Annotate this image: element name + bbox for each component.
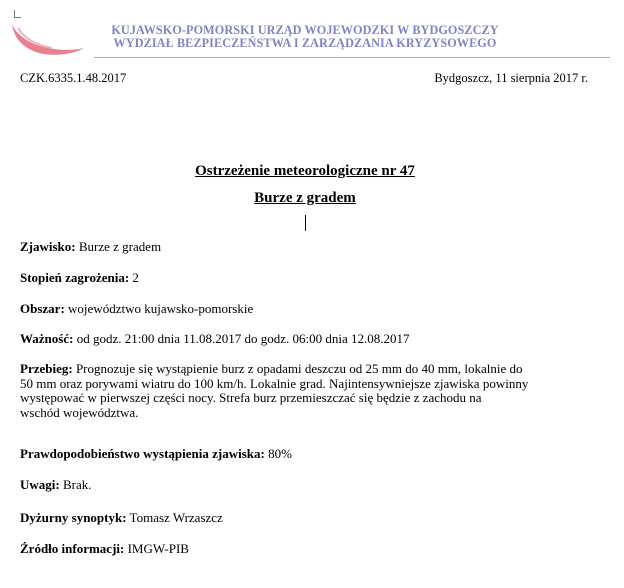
warning-subtitle: Burze z gradem (254, 190, 356, 206)
field-label: Dyżurny synoptyk: (20, 510, 127, 525)
office-header (100, 24, 510, 50)
field-value: 80% (264, 446, 292, 461)
field-value: Tomasz Wrzaszcz (126, 510, 223, 525)
field-label: Prawdopodobieństwo wystąpienia zjawiska: (20, 446, 265, 461)
field-label: Stopień zagrożenia: (20, 270, 130, 285)
field-area (20, 301, 600, 317)
field-source (20, 541, 600, 557)
field-value: od godz. 21:00 dnia 11.08.2017 do godz. 06:00 dnia 12.08.2017 (73, 331, 410, 346)
field-value: Burze z gradem (75, 239, 162, 254)
text-cursor (305, 215, 306, 231)
place-date: Bydgoszcz, 11 sierpnia 2017 r. (434, 71, 588, 85)
field-probability (20, 446, 600, 462)
field-value: województwo kujawsko-pomorskie (64, 301, 254, 316)
field-value: Brak. (59, 477, 92, 492)
header-divider (94, 57, 610, 58)
office-name: KUJAWSKO-POMORSKI URZĄD WOJEWODZKI W BYDGOSZCZY (111, 23, 499, 37)
field-forecaster (20, 510, 600, 526)
warning-title: Ostrzeżenie meteorologiczne nr 47 (195, 163, 415, 179)
field-value: 50 mm oraz porywami wiatru do 100 km/h. Lokalnie grad. Najintensywniejsze zjawiska powinny (20, 375, 529, 391)
field-remarks (20, 477, 600, 493)
field-course (20, 362, 600, 420)
field-label: Uwagi: (20, 477, 60, 492)
field-label: Ważność: (20, 331, 74, 346)
department-name: WYDZIAŁ BEZPIECZEŃSTWA I ZARZĄDZANIA KRYZYSOWEGO (113, 36, 497, 50)
field-label: Zjawisko: (20, 239, 76, 254)
field-threat-level (20, 270, 600, 286)
field-validity (20, 331, 600, 347)
field-label: Źródło informacji: (20, 541, 125, 556)
field-value: 2 (129, 270, 139, 285)
field-value: występować w pierwszej części nocy. Strefa burz przemieszczać się będzie z zachodu na (20, 390, 482, 406)
field-value: Prognozuje się wystąpienie burz z opadami deszczu od 25 mm do 40 mm, lokalnie do (72, 361, 523, 376)
field-value: wschód województwa. (20, 404, 139, 420)
field-label: Obszar: (20, 301, 65, 316)
field-phenomenon (20, 239, 600, 255)
document-reference: CZK.6335.1.48.2017 (20, 71, 127, 85)
field-value: IMGW-PIB (124, 541, 189, 556)
field-label: Przebieg: (20, 361, 73, 376)
office-logo-icon (8, 14, 88, 58)
